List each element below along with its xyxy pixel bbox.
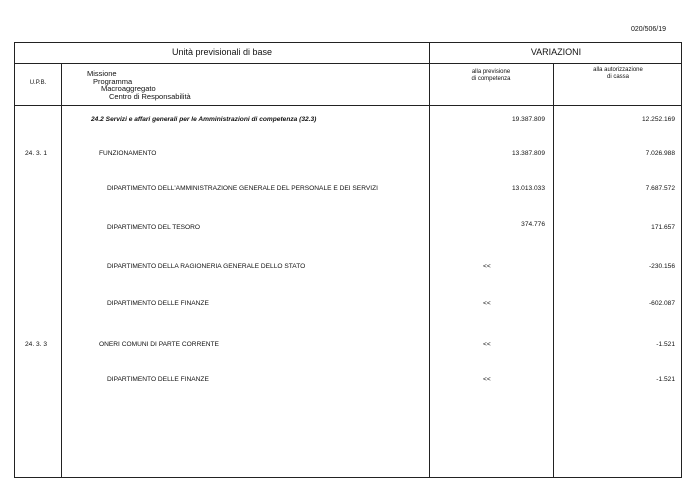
row-cassa: 171.657 <box>651 224 675 231</box>
hierarchy-centro: Centro di Responsabilità <box>109 91 191 101</box>
hierarchy-missione: Missione <box>87 69 117 78</box>
row-description: DIPARTIMENTO DEL TESORO <box>107 224 201 231</box>
row-previsione: << <box>483 263 491 270</box>
previsione-header-line1: alla previsione <box>471 69 511 75</box>
previsione-header-line2: di competenza <box>471 76 511 82</box>
header-bottom-divider <box>15 105 681 106</box>
row-previsione: 13.387.809 <box>511 150 545 157</box>
hierarchy-header <box>87 70 191 100</box>
previsione-column-divider <box>429 43 430 477</box>
row-previsione: 13.013.033 <box>511 185 545 192</box>
row-upb-code: 24. 3. 1 <box>25 150 47 157</box>
row-cassa: 7.026.988 <box>645 150 675 157</box>
row-cassa: -1.521 <box>656 376 675 383</box>
row-cassa: -230.156 <box>648 263 675 270</box>
row-description: ONERI COMUNI DI PARTE CORRENTE <box>99 341 219 348</box>
variazioni-title: VARIAZIONI <box>530 47 582 57</box>
row-cassa: -602.087 <box>648 300 675 307</box>
row-previsione: 374.776 <box>521 221 545 228</box>
hierarchy-macroaggregato: Macroaggregato <box>101 84 156 93</box>
row-previsione: << <box>483 300 491 307</box>
upb-header: U.P.B. <box>29 80 47 86</box>
cassa-header-line1: alla autorizzazione <box>593 67 643 73</box>
row-cassa: 7.687.572 <box>645 185 675 192</box>
upb-column-divider <box>61 63 62 477</box>
row-description: DIPARTIMENTO DELLA RAGIONERIA GENERALE DELLO STATO <box>107 263 306 270</box>
row-description: DIPARTIMENTO DELLE FINANZE <box>107 300 209 307</box>
row-cassa: 12.252.169 <box>641 116 675 123</box>
previsione-header <box>429 69 553 83</box>
cassa-header-line2: di cassa <box>606 74 629 80</box>
row-description: 24.2 Servizi e affari generali per le Amministrazioni di competenza (32.3) <box>91 116 317 123</box>
row-description: DIPARTIMENTO DELL'AMMINISTRAZIONE GENERALE DEL PERSONALE E DEI SERVIZI <box>107 185 378 192</box>
row-previsione: << <box>483 341 491 348</box>
row-description: FUNZIONAMENTO <box>99 150 157 157</box>
cassa-header <box>553 67 683 81</box>
row-previsione: << <box>483 376 491 383</box>
hierarchy-programma: Programma <box>93 76 133 86</box>
row-description: DIPARTIMENTO DELLE FINANZE <box>107 376 209 383</box>
page-number: 020/506/19 <box>630 26 666 33</box>
unit-title: Unità previsionali di base <box>171 47 273 57</box>
row-upb-code: 24. 3. 3 <box>25 341 47 348</box>
cassa-column-divider <box>553 63 554 477</box>
row-cassa: -1.521 <box>656 341 675 348</box>
variations-table <box>14 42 682 478</box>
row-previsione: 19.387.809 <box>511 116 545 123</box>
header-divider <box>15 63 681 64</box>
